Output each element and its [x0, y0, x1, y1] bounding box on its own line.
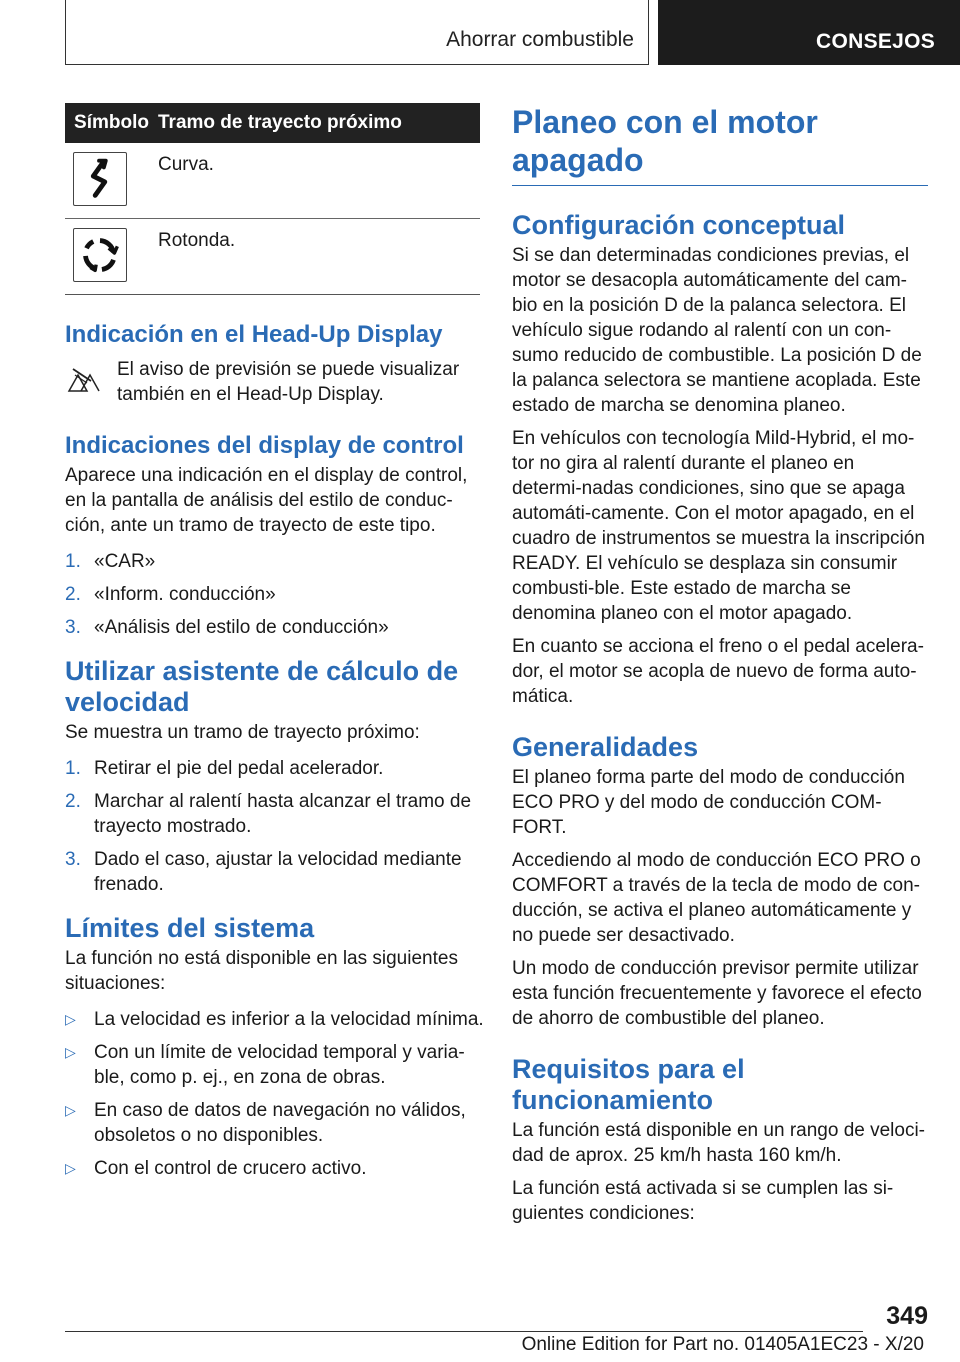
requirements-paragraph: La función está disponible en un rango de veloci-dad de aprox. 25 km/h hasta 160 km/h.: [512, 1120, 926, 1166]
hud-text: El aviso de previsión se puede visualizar también en el Head-Up Display.: [117, 358, 460, 405]
right-column: [512, 103, 928, 1226]
triangle-bullet-icon: ▷: [65, 1010, 76, 1027]
table-row: [65, 218, 480, 294]
footer-edition: Online Edition for Part no. 01405A1EC23 - X/20: [521, 1334, 924, 1355]
hud-heading: Indicación en el Head-Up Display: [65, 320, 443, 348]
concept-paragraph: En vehículos con tecnología Mild-Hybrid, el mo-tor no gira al ralentí durante el planeo en determi-nadas condiciones, sino que se apaga automáti-camente. Con el motor apagado, en el cuadro de instrumentos se muestra la inscripción READY. El vehículo se desplaza sin consumir combusti-ble. Este estado de marcha se denomina planeo con el motor apagado.: [512, 428, 925, 624]
general-paragraph: El planeo forma parte del modo de conducción ECO PRO y del modo de conducción COM-FORT.: [512, 767, 905, 838]
list-item: 1. «CAR»: [65, 550, 156, 572]
left-column: [65, 103, 484, 1181]
footer-divider: [65, 1331, 863, 1332]
triangle-bullet-icon: ▷: [65, 1043, 76, 1060]
list-item: 2. Marchar al ralentí hasta alcanzar el tramo de trayecto mostrado.: [65, 790, 472, 837]
list-item: ▷ En caso de datos de navegación no válidos, obsoletos o no disponibles.: [65, 1099, 466, 1146]
head-up-display-icon: [65, 361, 103, 399]
general-paragraph: Un modo de conducción previsor permite utilizar esta función frecuentemente y favorece el efecto de ahorro de combustible del planeo.: [512, 958, 922, 1029]
concept-paragraph: Si se dan determinadas condiciones previas, el motor se desacopla automáticamente del cam-bio en la posición D de la palanca selectora. El vehículo sigue rodando al ralentí con un con-sumo reducido de combustible. La posición D de la palanca selectora se mantiene acoplada. Este estado de marcha se denomina planeo.: [512, 245, 922, 416]
control-display-heading: Indicaciones del display de control: [65, 431, 464, 459]
symbol-table: [65, 103, 480, 295]
header-section-title: Ahorrar combustible: [446, 28, 634, 51]
curve-icon: [73, 152, 127, 206]
general-paragraph: Accediendo al modo de conducción ECO PRO o COMFORT a través de la tecla de modo de con-ducción, se activa el planeo automáticamente y no puede ser desactivado.: [512, 850, 921, 946]
table-row: [65, 143, 480, 218]
list-item: 1. Retirar el pie del pedal acelerador.: [65, 757, 384, 779]
triangle-bullet-icon: ▷: [65, 1159, 76, 1176]
list-item: ▷ Con un límite de velocidad temporal y varia-ble, como p. ej., en zona de obras.: [65, 1041, 465, 1088]
page-title: Planeo con el motor apagado: [512, 104, 818, 178]
header-chapter-tab: [658, 0, 960, 65]
table-cell-text: Rotonda.: [158, 218, 480, 294]
speed-assist-heading: Utilizar asistente de cálculo de velocidad: [65, 655, 459, 717]
list-item: ▷ Con el control de crucero activo.: [65, 1157, 367, 1179]
list-item: 3. «Análisis del estilo de conducción»: [65, 616, 389, 638]
header-chapter-label: CONSEJOS: [816, 30, 936, 53]
control-display-text: Aparece una indicación en el display de control, en la pantalla de análisis del estilo de conduc-ción, ante un tramo de trayecto de este tipo.: [65, 464, 468, 536]
triangle-bullet-icon: ▷: [65, 1101, 76, 1118]
speed-assist-intro: Se muestra un tramo de trayecto próximo:: [65, 721, 420, 743]
limits-intro: La función no está disponible en las siguientes situaciones:: [65, 947, 458, 994]
table-header-row: [65, 103, 480, 143]
list-item: 3. Dado el caso, ajustar la velocidad mediante frenado.: [65, 848, 462, 895]
requirements-heading: Requisitos para el funcionamiento: [512, 1054, 745, 1115]
roundabout-icon: [73, 228, 127, 282]
table-header-segment: Tramo de trayecto próximo: [158, 103, 480, 143]
header-frame: [65, 0, 649, 65]
table-header-symbol: Símbolo: [65, 103, 158, 143]
concept-paragraph: En cuanto se acciona el freno o el pedal acelera-dor, el motor se acopla de nuevo de forma auto-mática.: [512, 636, 924, 707]
general-heading: Generalidades: [512, 732, 699, 762]
requirements-paragraph: La función está activada si se cumplen las si-guientes condiciones:: [512, 1178, 894, 1224]
speed-assist-steps: [65, 756, 480, 897]
list-item: 2. «Inform. conducción»: [65, 583, 276, 605]
list-item: ▷ La velocidad es inferior a la velocidad mínima.: [65, 1008, 484, 1030]
hud-note: [65, 357, 480, 407]
limits-list: [65, 1007, 484, 1181]
limits-heading: Límites del sistema: [65, 912, 315, 943]
concept-heading: Configuración conceptual: [512, 210, 846, 240]
page-number: 349: [886, 1302, 928, 1330]
control-display-steps: [65, 549, 480, 640]
title-divider: [512, 185, 928, 186]
table-cell-text: Curva.: [158, 143, 480, 218]
